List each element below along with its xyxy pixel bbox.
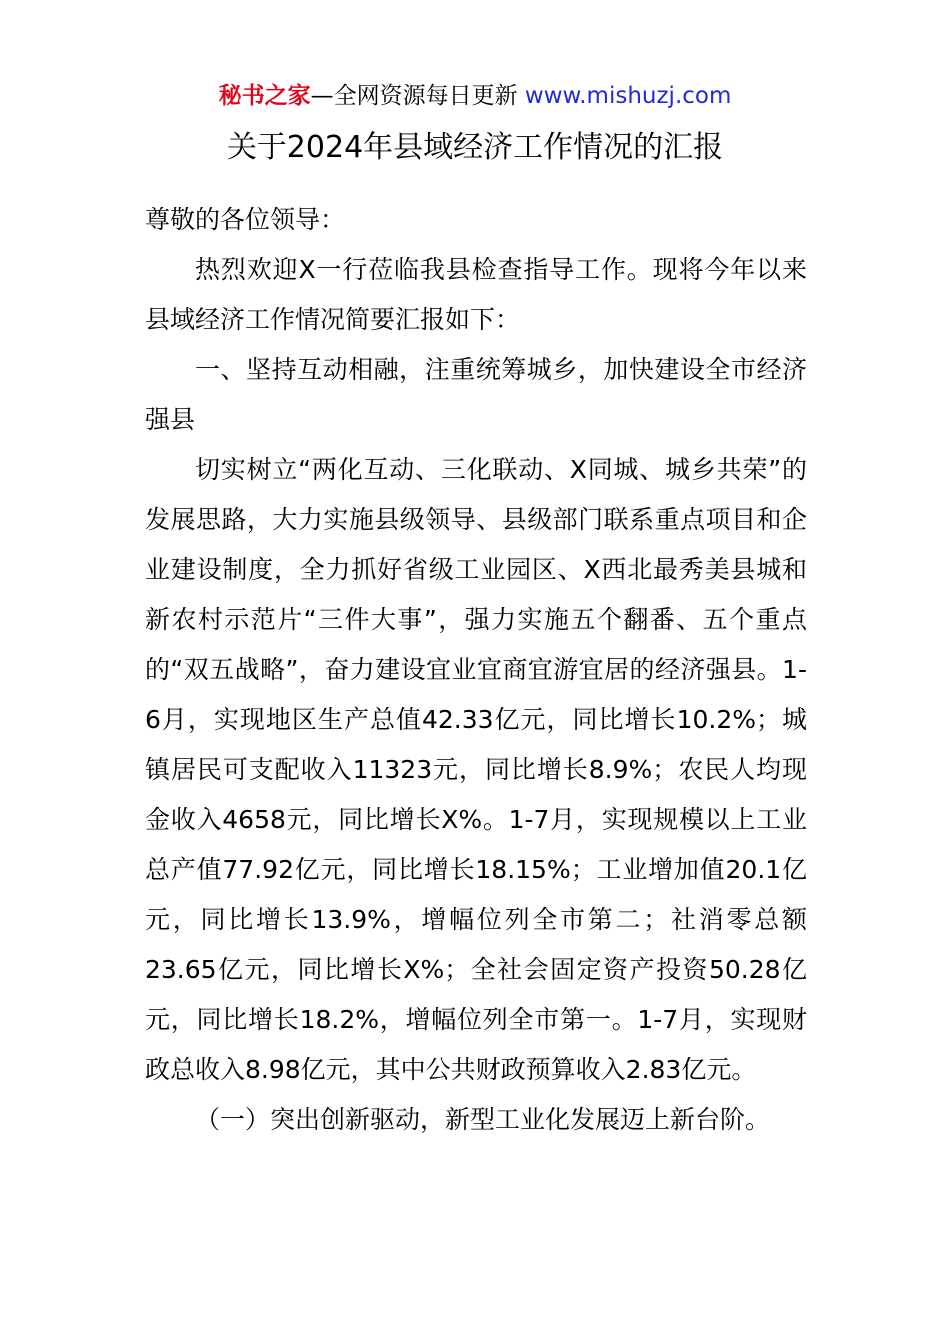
- salutation: 尊敬的各位领导：: [145, 205, 346, 234]
- brand-name: 秘书之家: [218, 83, 311, 109]
- paragraph-intro: 热烈欢迎X一行莅临我县检查指导工作。现将今年以来县域经济工作情况简要汇报如下：: [145, 255, 807, 334]
- paragraph-summary: 切实树立“两化互动、三化联动、X同城、城乡共荣”的发展思路，大力实施县级领导、县级部门联系重点项目和企业建设制度，全力抓好省级工业园区、X西北最秀美县城和新农村示范片“三件大事”，强力实施五个翻番、五个重点的“双五战略”，奋力建设宜业宜商宜游宜居的经济强县。1-6月，实现地区生产总值42.33亿元，同比增长10.2%；城镇居民可支配收入11323元，同比增长8.9%；农民人均现金收入4658元，同比增长X%。1-7月，实现规模以上工业总产值77.92亿元，同比增长18.15%；工业增加值20.1亿元，同比增长13.9%，增幅位列全市第二；社消零总额23.65亿元，同比增长X%；全社会固定资产投资50.28亿元，同比增长18.2%，增幅位列全市第一。1-7月，实现财政总收入8.98亿元，其中公共财政预算收入2.83亿元。: [145, 455, 807, 1084]
- site-slogan: —全网资源每日更新: [310, 83, 518, 109]
- section-heading-1: 一、坚持互动相融，注重统筹城乡，加快建设全市经济强县: [145, 355, 807, 434]
- site-url-link[interactable]: www.mishuzj.com: [524, 83, 732, 109]
- document-title: 关于2024年县域经济工作情况的汇报: [226, 130, 724, 165]
- site-header: [0, 80, 950, 112]
- subsection-heading-1: （一）突出创新驱动，新型工业化发展迈上新台阶。: [195, 1105, 771, 1134]
- document-body: [145, 195, 807, 1145]
